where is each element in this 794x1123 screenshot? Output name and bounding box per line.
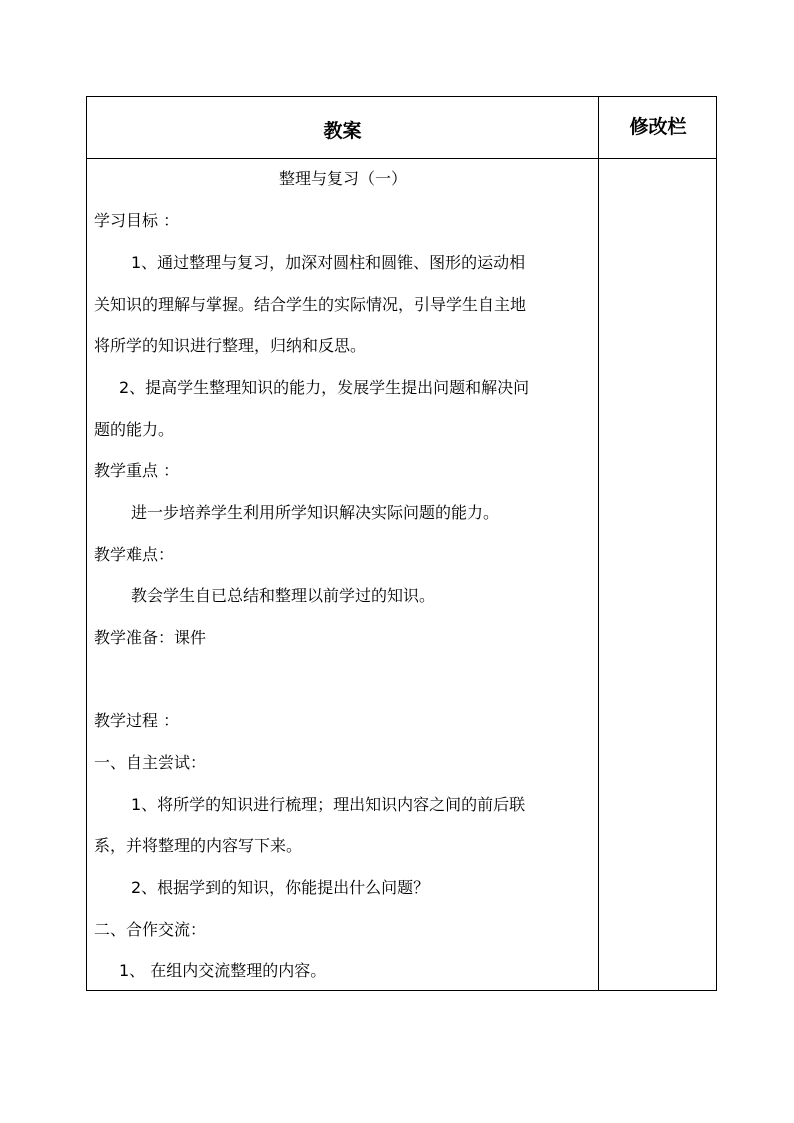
step-1-heading: 一、自主尝试： bbox=[94, 753, 207, 772]
section-heading-process: 教学过程 ： bbox=[94, 711, 180, 730]
lesson-title: 整理与复习（一） bbox=[278, 169, 407, 188]
column-divider bbox=[598, 97, 599, 990]
objective-2-line-1: 2、提高学生整理知识的能力，发展学生提出问题和解决问 bbox=[119, 378, 530, 397]
step-2-heading: 二、合作交流： bbox=[94, 920, 207, 939]
objective-1-line-3: 将所学的知识进行整理，归纳和反思。 bbox=[94, 336, 367, 355]
objective-1-line-2: 关知识的理解与掌握。结合学生的实际情况，引导学生自主地 bbox=[94, 295, 527, 314]
step-1-item-1-line-1: 1、将所学的知识进行梳理；理出知识内容之间的前后联 bbox=[131, 795, 526, 814]
header-revision-column: 修改栏 bbox=[629, 116, 687, 138]
key-points-text: 进一步培养学生利用所学知识解决实际问题的能力。 bbox=[131, 503, 500, 522]
header-lesson-plan: 教案 bbox=[323, 120, 362, 142]
objective-1-line-1: 1、通过整理与复习，加深对圆柱和圆锥、图形的运动相 bbox=[131, 253, 526, 272]
section-heading-objectives: 学习目标 ： bbox=[94, 211, 180, 230]
lesson-plan-table bbox=[86, 96, 717, 991]
section-heading-key-points: 教学重点 ： bbox=[94, 461, 180, 480]
step-2-item-1: 1、 在组内交流整理的内容。 bbox=[119, 961, 327, 980]
section-heading-preparation: 教学准备：课件 bbox=[94, 628, 207, 647]
difficulties-text: 教会学生自已总结和整理以前学过的知识。 bbox=[131, 586, 436, 605]
step-1-item-1-line-2: 系，并将整理的内容写下来。 bbox=[94, 836, 303, 855]
step-1-item-2: 2、根据学到的知识，你能提出什么问题？ bbox=[131, 878, 430, 897]
header-row-divider bbox=[87, 158, 716, 159]
objective-2-line-2: 题的能力。 bbox=[94, 420, 175, 439]
section-heading-difficulties: 教学难点： bbox=[94, 545, 175, 564]
